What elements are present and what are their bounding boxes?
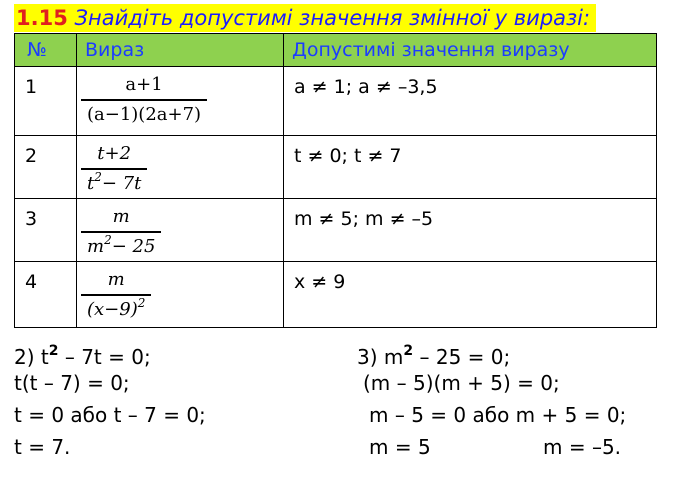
expression-cell	[77, 199, 284, 262]
solution-left-line-3: t = 0 або t – 7 = 0;	[14, 403, 206, 427]
allowed-values-cell: a ≠ 1; a ≠ –3,5	[284, 67, 657, 136]
fraction-numerator: m	[107, 269, 125, 290]
fraction	[81, 140, 147, 198]
allowed-values-cell: x ≠ 9	[284, 262, 657, 328]
table-row	[15, 199, 657, 262]
expression-cell	[77, 67, 284, 136]
row-number: 1	[15, 67, 77, 136]
solution-right-line-1: 3) $m^2 - 25 = 0$;	[357, 343, 511, 369]
exercise-number: 1.15	[16, 6, 68, 30]
fraction	[81, 266, 151, 324]
header-allowed-values: Допустимі значення виразу	[284, 34, 657, 67]
exercise-title	[14, 4, 596, 32]
fraction-numerator: a+1	[125, 74, 163, 95]
expression-cell	[77, 262, 284, 328]
row-number: 3	[15, 199, 77, 262]
table-row	[15, 136, 657, 199]
fraction	[81, 203, 161, 261]
header-number: №	[15, 34, 77, 67]
exercise-text: Знайдіть допустимі значення змінної у виразі:	[74, 6, 591, 30]
expression-cell	[77, 136, 284, 199]
row-number: 2	[15, 136, 77, 199]
solution-right-line-3: m – 5 = 0 або m + 5 = 0;	[369, 403, 627, 427]
solution-left-line-1: 2) $t^2 - 7t = 0$;	[14, 343, 151, 369]
row-number: 4	[15, 262, 77, 328]
solution-right-line-4a: m = 5	[369, 435, 431, 459]
fraction-denominator: (a−1)(2a+7)	[87, 104, 202, 125]
table-row	[15, 262, 657, 328]
table-header-row	[15, 34, 657, 67]
expressions-table	[14, 33, 657, 328]
solution-right-line-2: (m – 5)(m + 5) = 0;	[363, 371, 560, 395]
allowed-values-cell: m ≠ 5; m ≠ –5	[284, 199, 657, 262]
fraction-numerator: t+2	[97, 143, 132, 164]
fraction-denominator: $t^2- 7t$	[87, 170, 142, 194]
fraction-numerator: m	[112, 206, 130, 227]
solution-left-line-4: t = 7.	[14, 435, 71, 459]
solution-left-line-2: t(t – 7) = 0;	[14, 371, 130, 395]
table-row	[15, 67, 657, 136]
allowed-values-cell: t ≠ 0; t ≠ 7	[284, 136, 657, 199]
fraction	[81, 71, 207, 129]
fraction-denominator: $(x-9)^2$	[87, 296, 146, 320]
fraction-denominator: $m^2- 25$	[87, 233, 156, 257]
header-expression: Вираз	[77, 34, 284, 67]
solution-right-line-4b: m = –5.	[543, 435, 622, 459]
